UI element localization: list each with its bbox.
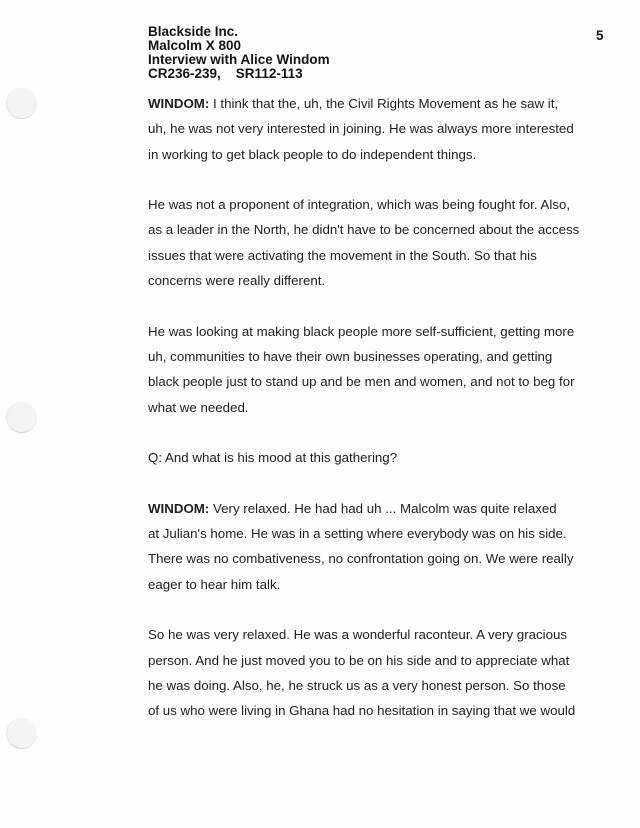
text-line: as a leader in the North, he didn't have to be concerned about the access	[148, 222, 580, 238]
text-line: uh, he was not very interested in joining. He was always more interested	[148, 121, 574, 137]
text-line: WINDOM: I think that the, uh, the Civil Rights Movement as he saw it,	[148, 96, 559, 111]
text-line: of us who were living in Ghana had no hesitation in saying that we would	[148, 703, 576, 719]
document-header	[148, 25, 330, 81]
header-organization: Blackside Inc.	[148, 24, 239, 39]
text-line: at Julian's home. He was in a setting where everybody was on his side.	[148, 526, 567, 542]
text-line: uh, communities to have their own businesses operating, and getting	[148, 348, 553, 364]
paragraph	[148, 496, 588, 597]
text-line: He was looking at making black people more self-sufficient, getting more	[148, 323, 575, 339]
header-interview: Interview with Alice Windom	[148, 52, 330, 67]
header-program: Malcolm X 800	[148, 38, 242, 53]
paragraph	[148, 91, 588, 167]
binder-hole-mark	[6, 718, 37, 749]
text-line: what we needed.	[148, 399, 249, 415]
text-line: person. And he just moved you to be on his side and to appreciate what	[148, 652, 570, 668]
binder-hole-mark	[6, 88, 37, 119]
question-paragraph	[148, 445, 588, 470]
speaker-label: WINDOM:	[148, 96, 210, 111]
paragraph	[148, 622, 588, 723]
paragraph	[148, 192, 588, 293]
text-line: black people just to stand up and be men and women, and not to beg for	[148, 374, 575, 390]
text-line: Q: And what is his mood at this gathering?	[148, 450, 398, 466]
text-line: He was not a proponent of integration, which was being fought for. Also,	[148, 197, 571, 213]
text-line: concerns were really different.	[148, 273, 326, 289]
text-line: So he was very relaxed. He was a wonderful raconteur. A very gracious	[148, 627, 568, 643]
text-line: he was doing. Also, he, he struck us as a very honest person. So those	[148, 677, 566, 693]
text-line: There was no combativeness, no confrontation going on. We were really	[148, 551, 574, 567]
binder-hole-mark	[6, 402, 37, 433]
text-line: eager to hear him talk.	[148, 576, 281, 592]
text-line: WINDOM: Very relaxed. He had had uh ... Malcolm was quite relaxed	[148, 500, 557, 516]
transcript-body	[148, 91, 588, 723]
text-line: in working to get black people to do independent things.	[148, 146, 477, 162]
page-number: 5	[596, 28, 604, 43]
paragraph	[148, 319, 588, 420]
speaker-label: WINDOM:	[148, 500, 210, 516]
text-line: issues that were activating the movement in the South. So that his	[148, 247, 537, 263]
header-rolls: CR236-239, SR112-113	[148, 66, 303, 81]
